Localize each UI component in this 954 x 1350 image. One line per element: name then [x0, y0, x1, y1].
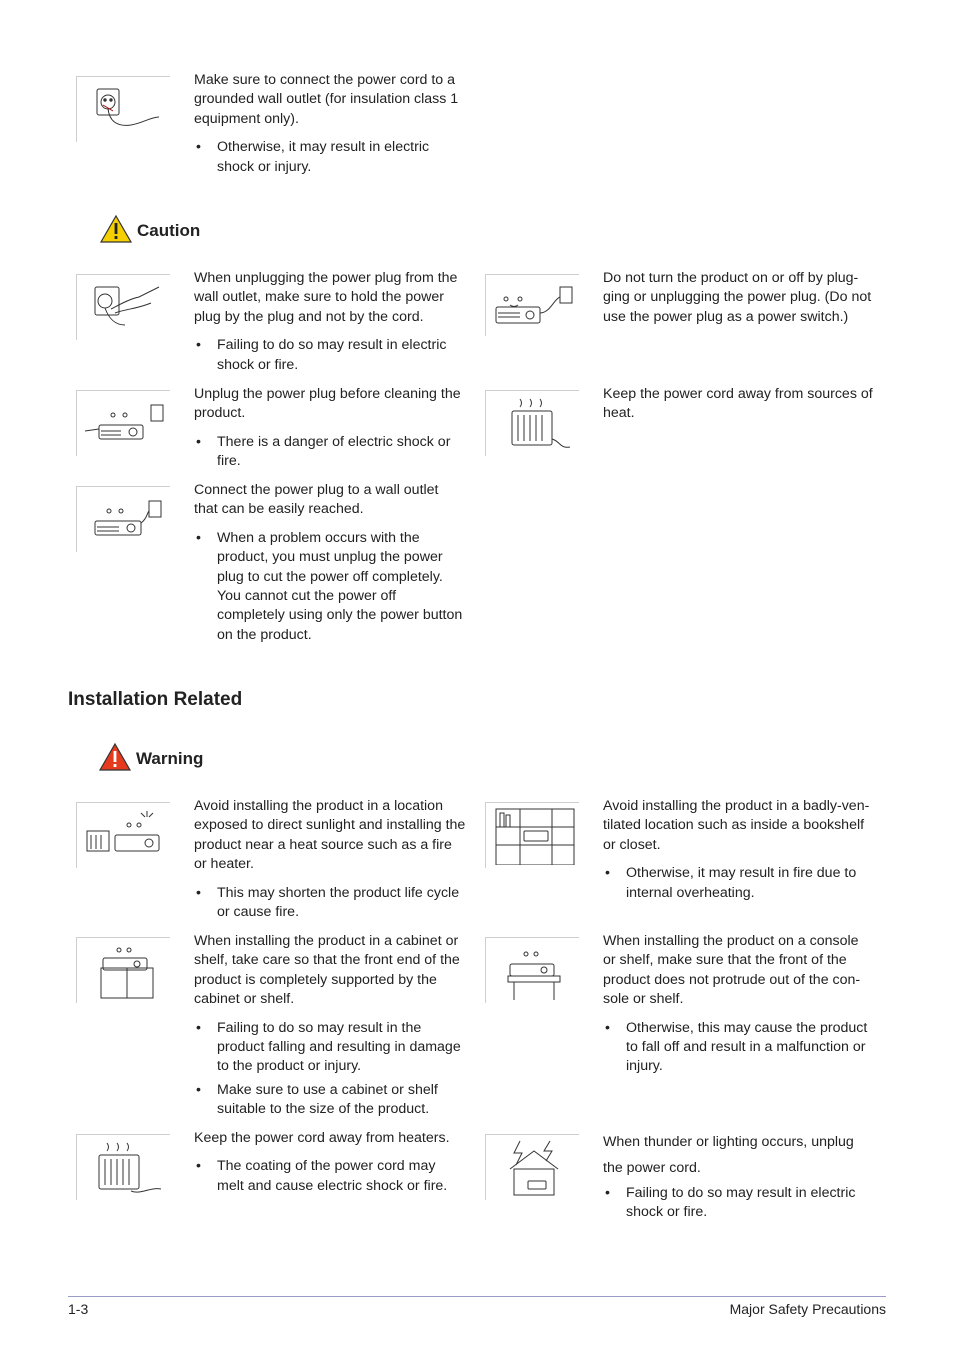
- footer-divider: [68, 1296, 886, 1297]
- item-bullet: • The coating of the power cord may melt and cause electric shock or fire.: [194, 1157, 466, 1196]
- item-bullet: • Failing to do so may result in the product falling and resulting in damage to the product or injury.: [194, 1019, 466, 1077]
- unplug-by-plug-icon: [76, 274, 170, 340]
- heater-icon: [76, 1134, 170, 1200]
- item-bullet: • Otherwise, it may result in fire due to internal overheating.: [603, 864, 875, 903]
- sunlight-heat-icon: [76, 802, 170, 868]
- power-switch-plug-icon: [485, 274, 579, 336]
- item-text: When thunder or lighting occurs, unplug the power cord.: [603, 1134, 854, 1176]
- caution-label: Caution: [137, 221, 200, 241]
- item-bullet: • When a problem occurs with the product, you must unplug the power plug to cut the power off completely. You cannot cut the power off completely using only the power button on the product.: [194, 529, 466, 645]
- item-bullet: • Make sure to use a cabinet or shelf suitable to the size of the product.: [194, 1081, 466, 1120]
- item-text: Unplug the power plug before cleaning the product.: [194, 386, 461, 422]
- page-number: 1-3: [68, 1301, 89, 1317]
- item-text: Avoid installing the product in a badly-ven-tilated location such as inside a bookshelf or closet.: [603, 798, 870, 853]
- item-bullet: • Otherwise, this may cause the product to fall off and result in a malfunction or injury.: [603, 1019, 875, 1077]
- caution-icon: [99, 214, 133, 249]
- grounded-outlet-icon: [76, 76, 170, 142]
- reachable-outlet-icon: [76, 486, 170, 552]
- chapter-title: Major Safety Precautions: [729, 1301, 886, 1317]
- bookshelf-icon: [485, 802, 579, 868]
- lightning-icon: [485, 1134, 579, 1200]
- warning-icon: [98, 742, 132, 777]
- item-bullet: • Failing to do so may result in electric shock or fire.: [603, 1184, 875, 1223]
- section-title: Installation Related: [68, 689, 243, 710]
- item-text: Keep the power cord away from heaters.: [194, 1130, 450, 1146]
- item-text: Do not turn the product on or off by plug-ging or unplugging the power plug. (Do not use the power plug as a power switch.): [603, 270, 872, 325]
- item-text: When installing the product in a cabinet or shelf, take care so that the front end of the product is completely supported by the cabinet or shelf.: [194, 933, 460, 1008]
- cleaning-product-icon: [76, 390, 170, 456]
- console-shelf-icon: [485, 937, 579, 1003]
- item-text: When installing the product on a console or shelf, make sure that the front of the product does not protrude out of the con-sole or shelf.: [603, 933, 861, 1008]
- item-bullet: • This may shorten the product life cycle or cause fire.: [194, 884, 466, 923]
- warning-label: Warning: [136, 749, 203, 769]
- item-text: Make sure to connect the power cord to a grounded wall outlet (for insulation class 1 equipment only).: [194, 72, 459, 127]
- cabinet-icon: [76, 937, 170, 1003]
- item-bullet: • Otherwise, it may result in electric shock or injury.: [194, 138, 466, 177]
- item-text: Connect the power plug to a wall outlet that can be easily reached.: [194, 482, 439, 518]
- item-text: When unplugging the power plug from the wall outlet, make sure to hold the power plug by the plug and not by the cord.: [194, 270, 458, 325]
- item-bullet: • Failing to do so may result in electric shock or fire.: [194, 336, 466, 375]
- item-text: Avoid installing the product in a location exposed to direct sunlight and installing the product near a heat source such as a fire or heater.: [194, 798, 466, 873]
- item-bullet: • There is a danger of electric shock or fire.: [194, 433, 466, 472]
- item-text: Keep the power cord away from sources of heat.: [603, 386, 873, 422]
- heater-cord-icon: [485, 390, 579, 456]
